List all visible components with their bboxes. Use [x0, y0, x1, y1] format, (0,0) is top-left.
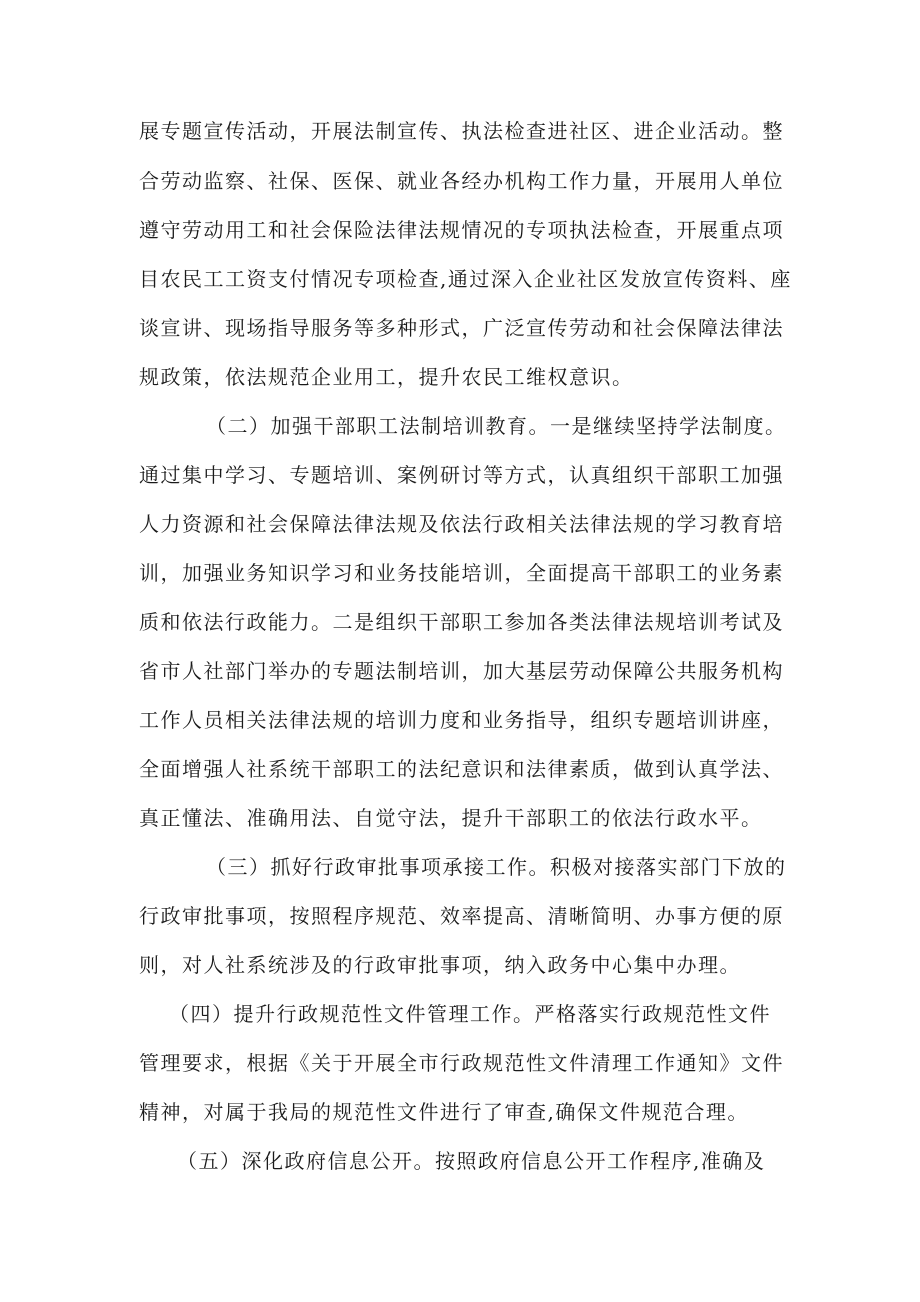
paragraph-heading-2: （二）加强干部职工法制培训教育。一是继续坚持学法制度。	[206, 414, 787, 438]
text-line: 真正懂法、准确用法、自觉守法，提升干部职工的依法行政水平。	[139, 806, 763, 830]
text-line: 谈宣讲、现场指导服务等多种形式，广泛宣传劳动和社会保障法律法	[139, 316, 784, 340]
text-line: 规政策，依法规范企业用工，提升农民工维权意识。	[139, 365, 634, 389]
text-line: 省市人社部门举办的专题法制培训，加大基层劳动保障公共服务机构	[139, 659, 784, 683]
text-line: 合劳动监察、社保、医保、就业各经办机构工作力量，开展用人单位	[139, 169, 784, 193]
text-line: 管理要求，根据《关于开展全市行政规范性文件清理工作通知》文件	[139, 1051, 784, 1075]
text-line: 精神，对属于我局的规范性文件进行了审查,确保文件规范合理。	[139, 1100, 749, 1124]
text-line: 目农民工工资支付情况专项检查,通过深入企业社区发放宣传资料、座	[139, 267, 792, 291]
text-line: 遵守劳动用工和社会保险法律法规情况的专项执法检查，开展重点项	[139, 218, 784, 242]
text-line: 训，加强业务知识学习和业务技能培训，全面提高干部职工的业务素	[139, 561, 784, 585]
text-line: 行政审批事项，按照程序规范、效率提高、清晰简明、办事方便的原	[139, 904, 784, 928]
text-line: 展专题宣传活动，开展法制宣传、执法检查进社区、进企业活动。整	[139, 119, 784, 143]
paragraph-heading-3: （三）抓好行政审批事项承接工作。积极对接落实部门下放的	[206, 855, 787, 879]
text-line: 则，对人社系统涉及的行政审批事项，纳入政务中心集中办理。	[139, 953, 741, 977]
text-line: 通过集中学习、专题培训、案例研讨等方式，认真组织干部职工加强	[139, 463, 784, 487]
text-line: 全面增强人社系统干部职工的法纪意识和法律素质，做到认真学法、	[139, 757, 784, 781]
paragraph-heading-4: （四）提升行政规范性文件管理工作。严格落实行政规范性文件	[169, 1002, 771, 1026]
text-line: 工作人员相关法律法规的培训力度和业务指导，组织专题培训讲座，	[139, 708, 784, 732]
text-line: 人力资源和社会保障法律法规及依法行政相关法律法规的学习教育培	[139, 512, 784, 536]
text-line: 质和依法行政能力。二是组织干部职工参加各类法律法规培训考试及	[139, 610, 784, 634]
paragraph-heading-5: （五）深化政府信息公开。按照政府信息公开工作程序,准确及	[177, 1149, 766, 1173]
